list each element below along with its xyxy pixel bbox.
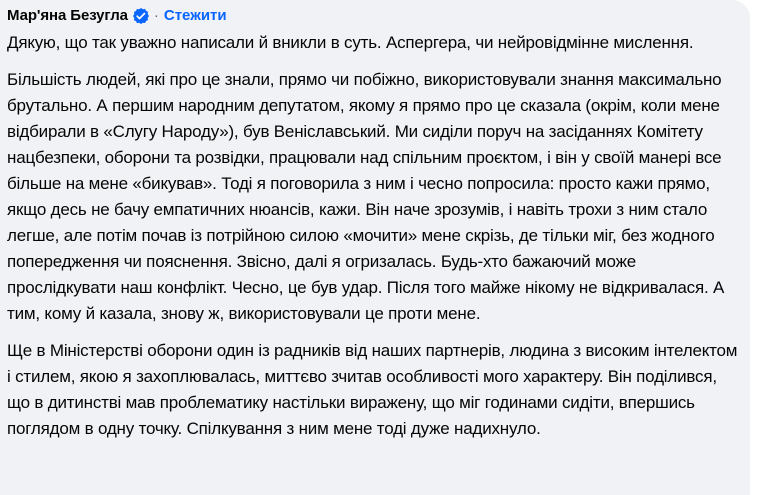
post-paragraph-1: Дякую, що так уважно написали й вникли в суть. Аспергера, чи нейровідмінне мислення.: [7, 33, 694, 52]
post-paragraph-2: Більшість людей, які про це знали, прямо чи побіжно, використовували знання максимально брутально. А першим народним депутатом, якому я прямо про це сказала (окрім, коли мене відбирали в «Слугу Народу»), був Веніславський. Ми сиділи поруч на засіданнях Комітету нацбезпеки, оборони та розвідки, працювали над спільним проєктом, і він у своїй манері все більше на мене «бикував». Тоді я поговорила з ним і чесно попросила: просто кажи прямо, якщо десь не бачу емпатичних нюансів, кажи. Він наче зрозумів, і навіть трохи з ним стало легше, але потім почав із потрійною силою «мочити» мене скрізь, де тільки міг, без жодного попередження чи пояснення. Звісно, далі я огризалась. Будь-хто бажаючий може прослідкувати наш конфлікт. Чесно, це був удар. Після того майже нікому не відкривалася. А тим, кому й казала, знову ж, використовували це проти мене.: [7, 70, 725, 323]
author-name-link[interactable]: Мар'яна Безугла: [7, 7, 128, 24]
post-text: [7, 30, 742, 442]
comment-header: [7, 5, 742, 26]
follow-button[interactable]: Стежити: [163, 7, 227, 24]
verified-badge-icon: [133, 8, 149, 24]
header-separator: ·: [153, 7, 159, 24]
post-paragraph-3: Ще в Міністерстві оборони один із радників від наших партнерів, людина з високим інтелектом і стилем, якою я захоплювалась, миттєво зчитав особливості мого характеру. Він поділився, що в дитинстві мав проблематику настільки виражену, що міг годинами сидіти, впершись поглядом в одну точку. Спілкування з ним мене тоді дуже надихнуло.: [7, 341, 738, 438]
